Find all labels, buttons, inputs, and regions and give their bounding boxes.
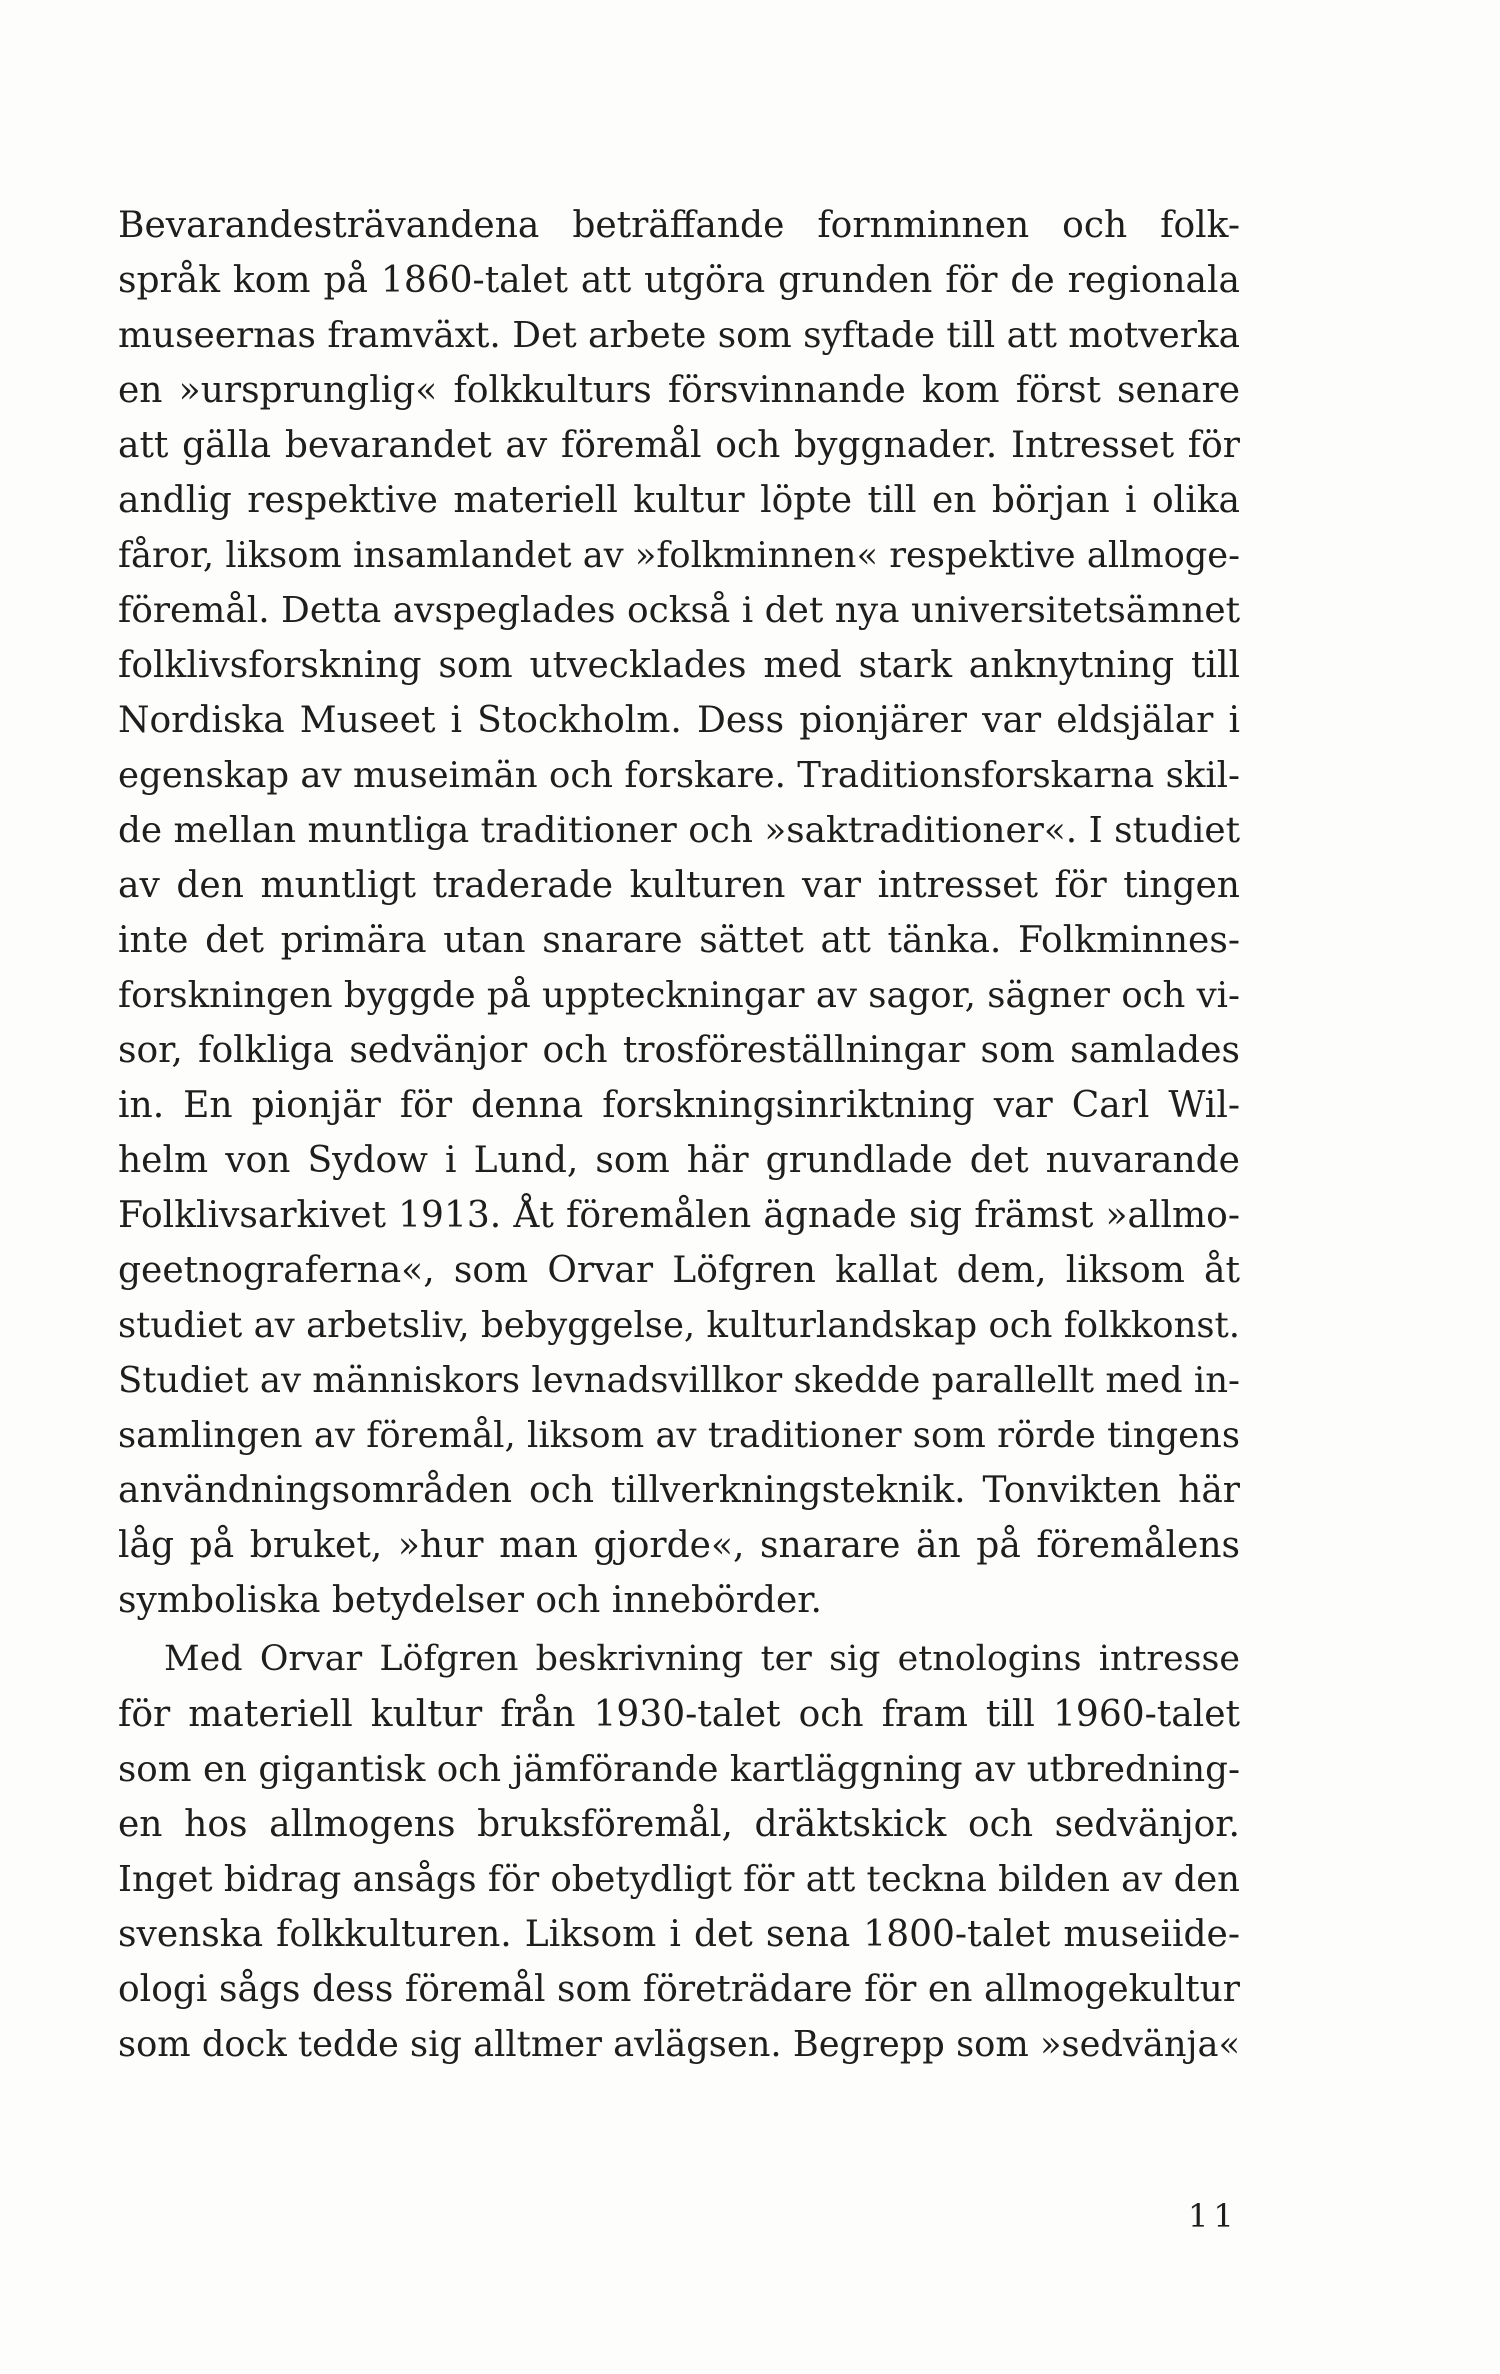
- text-line: museernas framväxt. Det arbete som syftade till att motverka: [118, 315, 1240, 356]
- text-line: låg på bruket, »hur man gjorde«, snarare än på föremålens: [118, 1525, 1240, 1566]
- text-line: en hos allmogens bruksföremål, dräktskick och sedvänjor.: [118, 1804, 1240, 1845]
- text-line: användningsområden och tillverkningsteknik. Tonvikten här: [118, 1470, 1240, 1511]
- text-line: Nordiska Museet i Stockholm. Dess pionjärer var eldsjälar i: [118, 700, 1240, 741]
- page-number: 11: [1188, 2197, 1239, 2235]
- text-line: egenskap av museimän och forskare. Traditionsforskarna skil-: [118, 755, 1240, 796]
- text-line: ologi sågs dess föremål som företrädare för en allmogekultur: [118, 1969, 1240, 2010]
- text-line: Med Orvar Löfgren beskrivning ter sig etnologins intresse: [164, 1639, 1240, 1679]
- text-line: Bevarandesträvandena beträffande fornminnen och folk-: [118, 205, 1240, 246]
- text-line: som en gigantisk och jämförande kartläggning av utbredning-: [118, 1749, 1240, 1790]
- body-text: [118, 198, 1240, 2072]
- text-line: samlingen av föremål, liksom av traditioner som rörde tingens: [118, 1415, 1240, 1456]
- text-line: sor, folkliga sedvänjor och trosföreställningar som samlades: [118, 1030, 1240, 1071]
- text-line: helm von Sydow i Lund, som här grundlade det nuvarande: [118, 1140, 1240, 1181]
- text-line: av den muntligt traderade kulturen var intresset för tingen: [118, 865, 1240, 906]
- text-line: en »ursprunglig« folkkulturs försvinnande kom först senare: [118, 370, 1240, 411]
- text-line: föremål. Detta avspeglades också i det nya universitetsämnet: [118, 590, 1240, 631]
- text-line: för materiell kultur från 1930-talet och fram till 1960-talet: [118, 1694, 1240, 1735]
- text-line: Inget bidrag ansågs för obetydligt för att teckna bilden av den: [118, 1859, 1240, 1900]
- text-line: fåror, liksom insamlandet av »folkminnen« respektive allmoge-: [118, 535, 1240, 576]
- text-line: språk kom på 1860-talet att utgöra grunden för de regionala: [118, 260, 1240, 301]
- text-line: Studiet av människors levnadsvillkor skedde parallellt med in-: [118, 1360, 1240, 1401]
- text-line: inte det primära utan snarare sättet att tänka. Folkminnes-: [118, 920, 1240, 961]
- text-line: att gälla bevarandet av föremål och byggnader. Intresset för: [118, 425, 1240, 466]
- text-line: forskningen byggde på uppteckningar av sagor, sägner och vi-: [118, 975, 1240, 1016]
- text-line: andlig respektive materiell kultur löpte till en början i olika: [118, 480, 1240, 521]
- text-line: Folklivsarkivet 1913. Åt föremålen ägnade sig främst »allmo-: [118, 1195, 1240, 1236]
- text-line: geetnograferna«, som Orvar Löfgren kallat dem, liksom åt: [118, 1250, 1240, 1291]
- text-line: symboliska betydelser och innebörder.: [118, 1580, 822, 1621]
- text-line: de mellan muntliga traditioner och »saktraditioner«. I studiet: [118, 810, 1240, 851]
- text-line: studiet av arbetsliv, bebyggelse, kulturlandskap och folkkonst.: [118, 1305, 1240, 1346]
- text-line: folklivsforskning som utvecklades med stark anknytning till: [118, 645, 1240, 686]
- text-line: in. En pionjär för denna forskningsinriktning var Carl Wil-: [118, 1085, 1240, 1126]
- text-line: svenska folkkulturen. Liksom i det sena 1800-talet museiide-: [118, 1914, 1240, 1955]
- text-line: som dock tedde sig alltmer avlägsen. Begrepp som »sedvänja«: [118, 2024, 1240, 2065]
